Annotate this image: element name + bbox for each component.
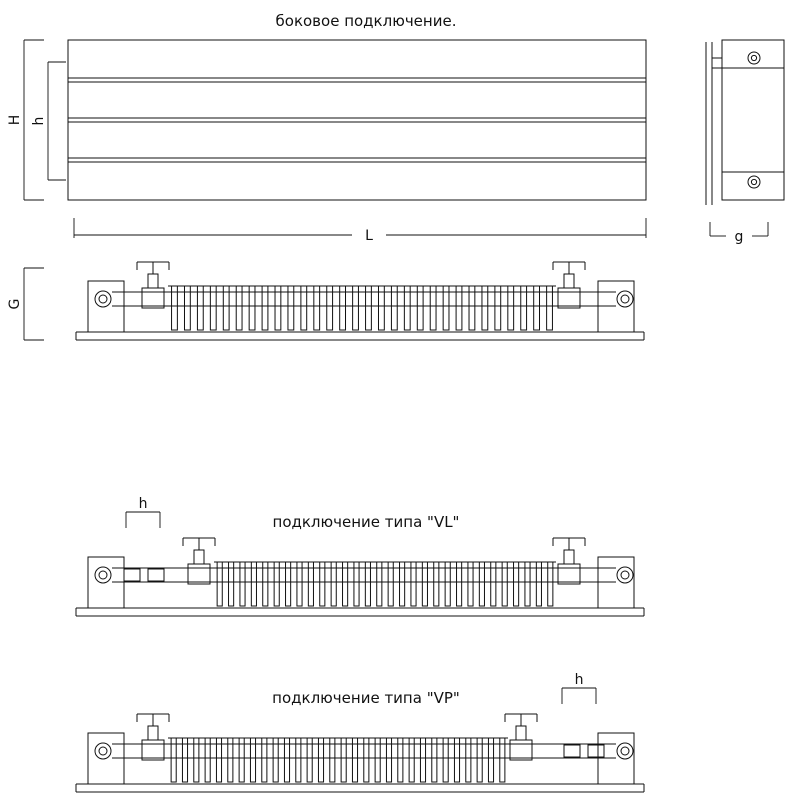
title-side-connection: боковое подключение. (275, 12, 457, 30)
fin (171, 738, 176, 782)
plan2-valve-right (553, 538, 585, 584)
fin (477, 738, 482, 782)
fin (468, 562, 473, 606)
top-view-vp-connection (76, 714, 644, 792)
fin (457, 562, 462, 606)
plan2-valve-left-stem (194, 550, 204, 564)
fin (262, 738, 267, 782)
fin (217, 562, 222, 606)
title-vl-connection: подключение типа "VL" (272, 513, 460, 531)
fin (404, 286, 410, 330)
plan3-valve-right (505, 714, 537, 760)
dimension-g-label: g (734, 229, 744, 245)
front-view-panel-radiator (68, 40, 646, 200)
fin (314, 286, 320, 330)
fin (422, 562, 427, 606)
fin (340, 286, 346, 330)
fin (250, 738, 255, 782)
plan2-right-port-outer (617, 567, 633, 583)
fin (352, 738, 357, 782)
fin (377, 562, 382, 606)
fin (548, 562, 553, 606)
dimension-h-vp-label: h (574, 672, 584, 688)
dimension-H-label: H (7, 114, 23, 126)
dimension-h-vl-label: h (138, 496, 148, 512)
plan2-valve-right-stem (564, 550, 574, 564)
dimension-L-label: L (365, 228, 373, 244)
fin (210, 286, 216, 330)
fin (263, 562, 268, 606)
fin (495, 286, 501, 330)
plan2-right-port-inner (621, 571, 629, 579)
plan3-valve-left-body (142, 740, 164, 760)
fin (488, 738, 493, 782)
fin (229, 562, 234, 606)
plan3-valve-right-body (510, 740, 532, 760)
fin (409, 738, 414, 782)
fin (284, 738, 289, 782)
plan3-offset-block-1 (564, 745, 580, 757)
fin (430, 286, 436, 330)
fin (318, 738, 323, 782)
fin (172, 286, 178, 330)
side-bolt-top (748, 52, 760, 64)
fin (341, 738, 346, 782)
plan2-valve-left-body (188, 564, 210, 584)
dimension-g (710, 222, 768, 245)
plan3-fin-comb (168, 738, 508, 782)
dimension-h-front (31, 62, 66, 180)
fin (288, 286, 294, 330)
fin (364, 738, 369, 782)
fin (400, 562, 405, 606)
fin (236, 286, 242, 330)
fin (469, 286, 475, 330)
fin (521, 286, 527, 330)
fin (297, 562, 302, 606)
plan1-valve-left-stem (148, 274, 158, 288)
side-bolt-bottom-inner (751, 179, 756, 184)
fin (308, 562, 313, 606)
top-view-side-connection (76, 262, 644, 340)
fin (262, 286, 268, 330)
dimension-L (74, 218, 646, 244)
plan1-left-port-inner (99, 295, 107, 303)
plan2-offset-block-1 (124, 569, 140, 581)
plan1-valve-right-body (558, 288, 580, 308)
dimension-h-vp (562, 672, 596, 704)
fin (197, 286, 203, 330)
plan2-fin-comb (214, 562, 556, 606)
panel-body-outline (68, 40, 646, 200)
fin (320, 562, 325, 606)
fin (386, 738, 391, 782)
fin (420, 738, 425, 782)
plan1-fin-comb (168, 286, 556, 330)
dimension-G (7, 268, 44, 340)
plan3-offset-block-2 (588, 745, 604, 757)
plan3-valve-left-stem (148, 726, 158, 740)
fin (216, 738, 221, 782)
plan1-valve-right (553, 262, 585, 308)
fin (466, 738, 471, 782)
fin (365, 562, 370, 606)
fin (534, 286, 540, 330)
fin (194, 738, 199, 782)
dimension-G-label: G (7, 298, 23, 310)
fin (417, 286, 423, 330)
fin (354, 562, 359, 606)
fin (375, 738, 380, 782)
fin (307, 738, 312, 782)
fin (330, 738, 335, 782)
fin (434, 562, 439, 606)
fin (536, 562, 541, 606)
fin (432, 738, 437, 782)
plan3-right-port-inner (621, 747, 629, 755)
title-vp-connection: подключение типа "VP" (272, 689, 460, 707)
dimension-h-vl (126, 496, 160, 528)
fin (502, 562, 507, 606)
fin (388, 562, 393, 606)
fin (182, 738, 187, 782)
fin (525, 562, 530, 606)
fin (378, 286, 384, 330)
plan2-valve-right-body (558, 564, 580, 584)
fin (275, 286, 281, 330)
fin (301, 286, 307, 330)
fin (366, 286, 372, 330)
fin (479, 562, 484, 606)
fin (205, 738, 210, 782)
fin (223, 286, 229, 330)
fin (445, 562, 450, 606)
fin (456, 286, 462, 330)
plan1-valve-left-body (142, 288, 164, 308)
fin (454, 738, 459, 782)
plan1-valve-left (137, 262, 169, 308)
side-view-panel-radiator (706, 40, 784, 205)
plan2-left-port-outer (95, 567, 111, 583)
fin (500, 738, 505, 782)
fin (273, 738, 278, 782)
plan1-left-port-outer (95, 291, 111, 307)
fin (296, 738, 301, 782)
plan3-right-port-outer (617, 743, 633, 759)
fin (508, 286, 514, 330)
plan1-right-port-inner (621, 295, 629, 303)
fin (391, 286, 397, 330)
fin (514, 562, 519, 606)
plan2-valve-left (183, 538, 215, 584)
fin (184, 286, 190, 330)
fin (239, 738, 244, 782)
fin (240, 562, 245, 606)
plan3-left-port-inner (99, 747, 107, 755)
fin (286, 562, 291, 606)
plan1-valve-right-stem (564, 274, 574, 288)
fin (491, 562, 496, 606)
side-bolt-bottom (748, 176, 760, 188)
fin (482, 286, 488, 330)
plan3-valve-right-stem (516, 726, 526, 740)
fin (343, 562, 348, 606)
fin (228, 738, 233, 782)
fin (274, 562, 279, 606)
plan2-offset-block-2 (148, 569, 164, 581)
fin (443, 738, 448, 782)
fin (443, 286, 449, 330)
fin (327, 286, 333, 330)
dimension-h-label: h (31, 116, 47, 126)
fin (547, 286, 553, 330)
fin (331, 562, 336, 606)
plan3-valve-left (137, 714, 169, 760)
fin (411, 562, 416, 606)
plan1-right-port-outer (617, 291, 633, 307)
side-bolt-top-inner (751, 55, 756, 60)
plan3-left-port-outer (95, 743, 111, 759)
fin (398, 738, 403, 782)
top-view-vl-connection (76, 538, 644, 616)
fin (249, 286, 255, 330)
fin (353, 286, 359, 330)
side-connector-stub-top (712, 58, 722, 68)
plan2-left-port-inner (99, 571, 107, 579)
fin (251, 562, 256, 606)
